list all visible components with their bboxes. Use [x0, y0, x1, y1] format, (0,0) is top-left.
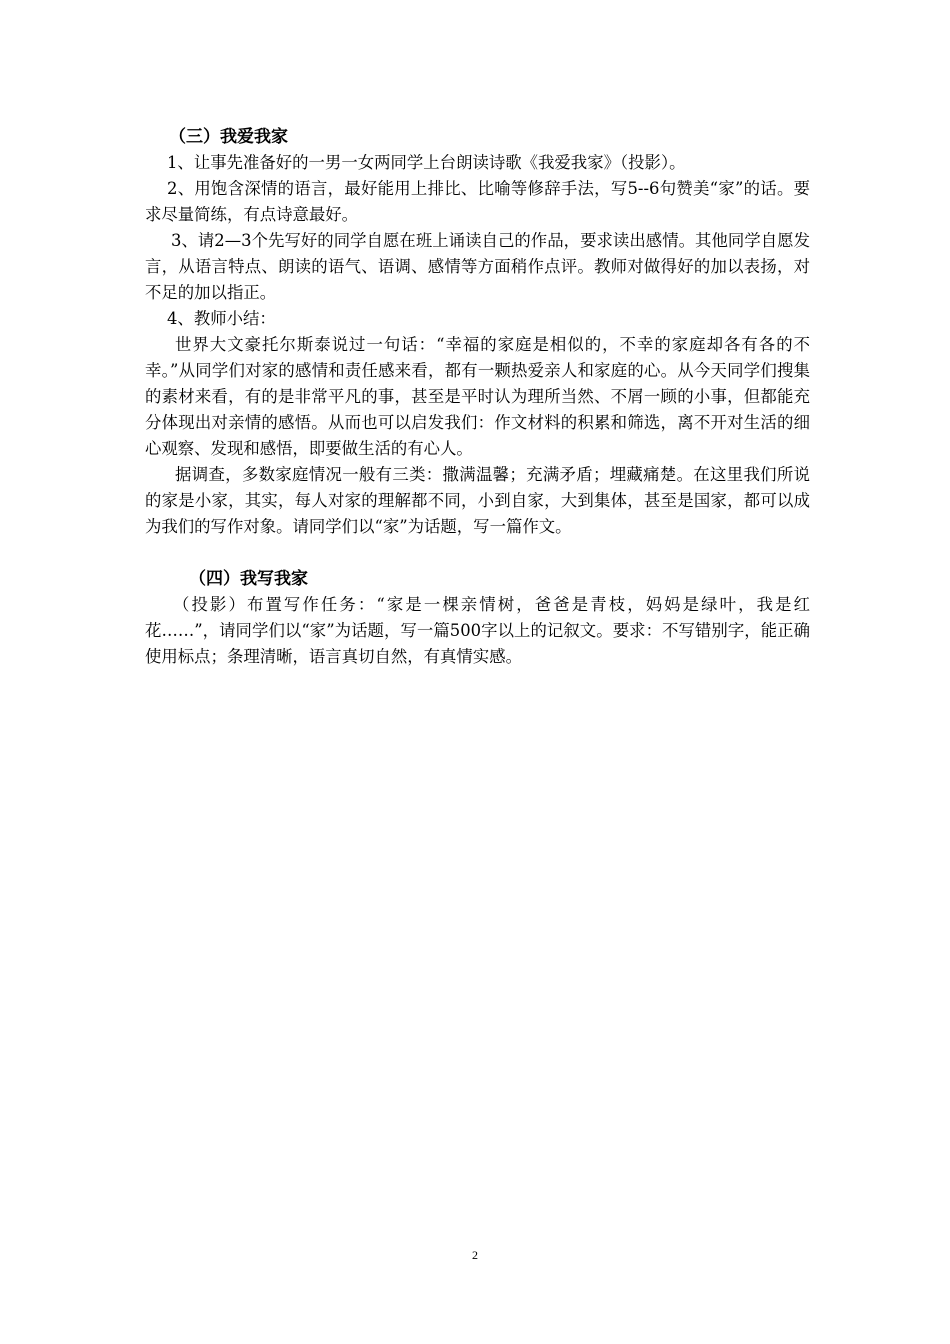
section-heading-4: （四）我写我家 [189, 569, 308, 589]
list-item-1: 1、让事先准备好的一男一女两同学上台朗读诗歌《我爱我家》（投影）。 [167, 153, 686, 172]
page-number: 2 [472, 1248, 478, 1262]
writing-task-paragraph: （投影）布置写作任务：“家是一棵亲情树，爸爸是青枝，妈妈是绿叶，我是红花……”，请同学们以“家”为话题，写一篇500字以上的记叙文。要求：不写错别字，能正确使用标点；条理清晰，语言真切自然，有真情实感。 [145, 595, 810, 666]
list-item-4: 4、教师小结： [167, 309, 276, 328]
summary-paragraph-1: 世界大文豪托尔斯泰说过一句话：“幸福的家庭是相似的，不幸的家庭却各有各的不幸。”从同学们对家的感情和责任感来看，都有一颗热爱亲人和家庭的心。从今天同学们搜集的素材来看，有的是非常平凡的事，甚至是平时认为理所当然、不屑一顾的小事，但都能充分体现出对亲情的感悟。从而也可以启发我们：作文材料的积累和筛选，离不开对生活的细心观察、发现和感悟，即要做生活的有心人。 [145, 335, 810, 458]
summary-paragraph-2: 据调查，多数家庭情况一般有三类：撒满温馨；充满矛盾；埋藏痛楚。在这里我们所说的家是小家，其实，每人对家的理解都不同，小到自家，大到集体，甚至是国家，都可以成为我们的写作对象。请同学们以“家”为话题，写一篇作文。 [145, 465, 810, 536]
section-heading-3: （三）我爱我家 [169, 127, 288, 147]
list-item-2: 2、用饱含深情的语言，最好能用上排比、比喻等修辞手法，写5--6句赞美“家”的话。要求尽量简练，有点诗意最好。 [145, 179, 810, 224]
document-body [145, 124, 810, 670]
list-item-3: 3、请2—3个先写好的同学自愿在班上诵读自己的作品，要求读出感情。其他同学自愿发言，从语言特点、朗读的语气、语调、感情等方面稍作点评。教师对做得好的加以表扬，对不足的加以指正。 [145, 231, 810, 302]
